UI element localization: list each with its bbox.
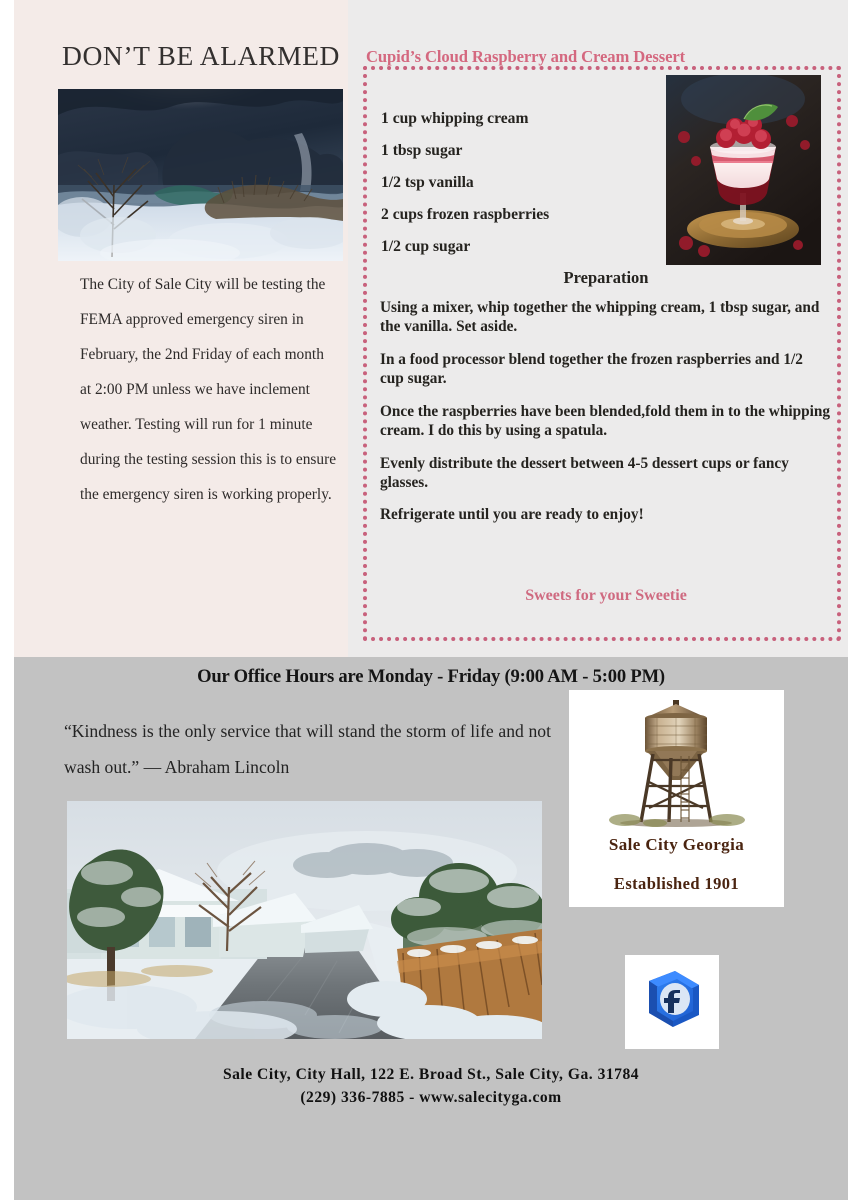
bottom-section <box>14 657 848 1200</box>
footer-contact: (229) 336-7885 - www.salecityga.com <box>300 1088 562 1106</box>
list-item: Evenly distribute the dessert between 4-5 dessert cups or fancy glasses. <box>380 454 789 491</box>
footer-address: Sale City, City Hall, 122 E. Broad St., Sale City, Ga. 31784 <box>222 1066 640 1083</box>
list-item: 1/2 tsp vanilla <box>381 174 474 192</box>
list-item: Refrigerate until you are ready to enjoy! <box>380 506 644 524</box>
recipe-panel <box>348 0 848 657</box>
quote-block <box>64 713 551 786</box>
quote-attribution: — Abraham Lincoln <box>143 757 290 778</box>
snowy-street-photo <box>67 801 542 1039</box>
list-item: 1 tbsp sugar <box>381 142 463 160</box>
recipe-dotted-box <box>363 66 841 641</box>
logo-city-name: Sale City Georgia <box>608 835 745 854</box>
city-logo <box>569 690 784 907</box>
page-title: DON’T BE ALARMED <box>62 40 340 71</box>
preparation-steps <box>380 298 830 538</box>
storm-photo <box>58 89 343 261</box>
facebook-link[interactable] <box>625 955 719 1049</box>
ingredients-list <box>381 111 661 271</box>
list-item: In a food processor blend together the frozen raspberries and 1/2 cup sugar. <box>380 350 803 388</box>
list-item: 2 cups frozen raspberries <box>381 206 550 224</box>
siren-notice-text: The City of Sale City will be testing the FEMA approved emergency siren in February, the 2nd Friday of each month at 2:00 PM unless we have inclement weather. Testing will run for 1 minute during the testing session this is to ensure the emergency siren is working properly. <box>80 276 337 503</box>
office-hours-heading: Our Office Hours are Monday - Friday (9:00 AM - 5:00 PM) <box>197 666 665 687</box>
top-section <box>14 0 848 657</box>
dessert-photo <box>666 75 821 265</box>
list-item: 1 cup whipping cream <box>381 110 529 127</box>
list-item: 1/2 cup sugar <box>381 238 471 256</box>
alert-panel <box>14 0 348 657</box>
recipe-title: Cupid’s Cloud Raspberry and Cream Dessert <box>366 47 686 66</box>
logo-established: Established 1901 <box>613 874 740 893</box>
list-item: Once the raspberries have been blended,fold them in to the whipping cream. I do this by using a spatula. <box>380 402 831 440</box>
preparation-heading: Preparation <box>563 268 649 287</box>
quote-text: “Kindness is the only service that will stand the storm of life and not wash out.” <box>64 721 551 778</box>
list-item: Using a mixer, whip together the whipping cream, 1 tbsp sugar, and the vanilla. Set aside. <box>380 299 820 336</box>
water-tower-icon <box>569 694 784 829</box>
recipe-closing-line: Sweets for your Sweetie <box>525 587 687 604</box>
footer <box>14 1064 848 1109</box>
